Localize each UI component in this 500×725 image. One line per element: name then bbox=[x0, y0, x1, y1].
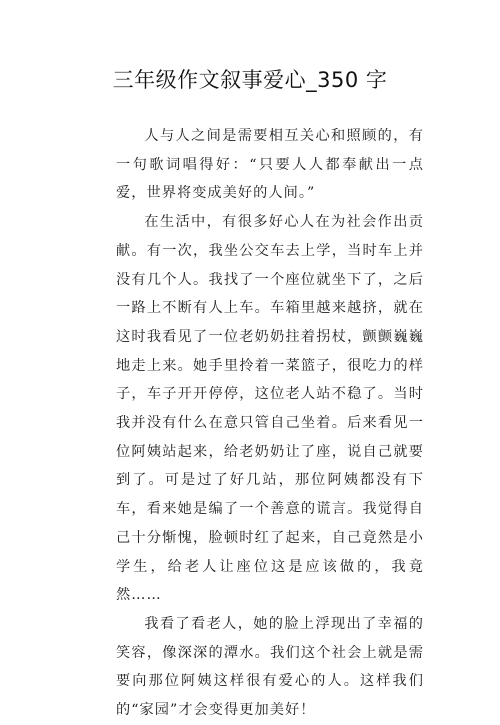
paragraph-1: 人与人之间是需要相互关心和照顾的，有一句歌词唱得好：“只要人人都奉献出一点爱，世界将变成美好的人间。” bbox=[116, 128, 424, 202]
paragraph-2: 在生活中，有很多好心人在为社会作出贡献。有一次，我坐公交车去上学，当时车上并没有几个人。我找了一个座位就坐下了，之后一路上不断有人上车。车箱里越来越挤，就在这时我看见了一位老奶奶拄着拐杖，颤颤巍巍地走上来。她手里拎着一菜篮子，很吃力的样子，车子开开停停，这位老人站不稳了。当时我并没有什么在意只管自己坐着。后来看见一位阿姨站起来，给老奶奶让了座，说自己就要到了。可是过了好几站，那位阿姨都没有下车，看来她是编了一个善意的谎言。我觉得自己十分惭愧，脸顿时红了起来，自己竟然是小学生，给老人让座位这是应该做的，我竟然…… bbox=[116, 214, 424, 604]
document-body bbox=[116, 122, 424, 725]
paragraph-3: 我看了看老人，她的脸上浮现出了幸福的笑容，像深深的潭水。我们这个社会上就是需要向那位阿姨这样很有爱心的人。这样我们的“家园”才会变得更加美好！ bbox=[116, 615, 424, 719]
document-title: 三年级作文叙事爱心_350 字 bbox=[112, 68, 388, 92]
